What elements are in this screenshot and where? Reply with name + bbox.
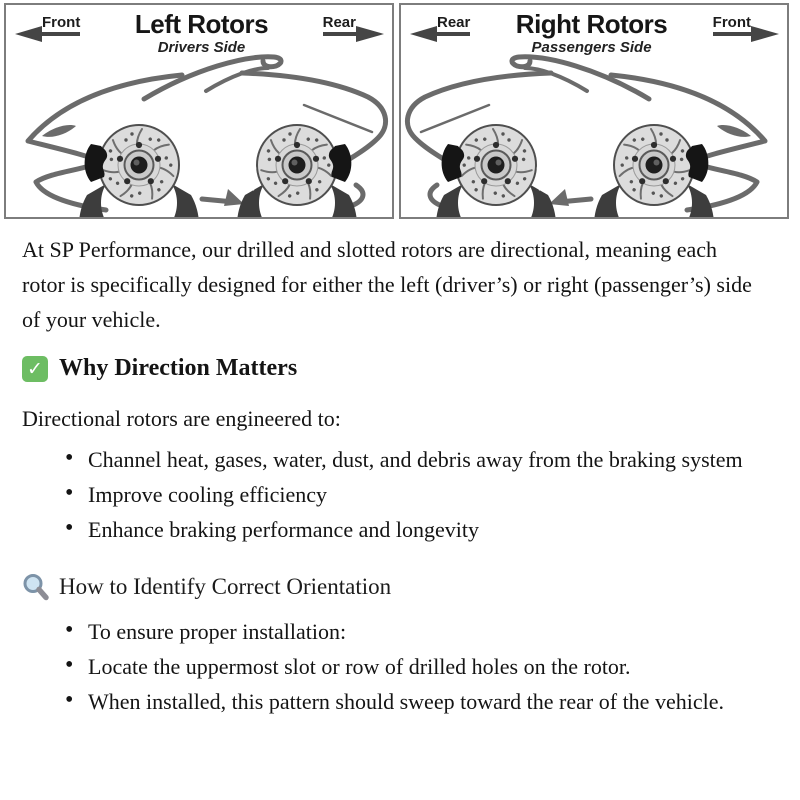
check-mark-icon: ✓ [22,356,48,382]
article-body [0,232,800,719]
dir-text: Rear [322,14,356,31]
why-direction-heading [22,355,760,382]
left-rotors-panel [4,3,394,219]
svg-text:Rotation: Rotation [595,117,627,170]
right-arrow-icon [751,26,779,42]
rear-arrow-label [437,15,470,36]
list-item: • Locate the uppermost slot or row of drilled holes on the rotor. [88,649,748,684]
svg-text:Rotation: Rotation [487,106,541,135]
panel-subtitle: Passengers Side [531,39,652,57]
rear-arrow-label [323,15,356,36]
dir-text: Front [42,14,81,31]
panel-subtitle: Drivers Side [157,39,246,57]
front-arrow-label [713,15,751,36]
orientation-list [22,614,760,719]
dir-text: Rear [437,14,471,31]
intro-paragraph: At SP Performance, our drilled and slotted rotors are directional, meaning each rotor is specifically designed for either the left (driver’s) or right (passenger’s) side of your vehicle. [22,237,752,332]
svg-text:Rotation: Rotation [242,107,289,149]
heading-text: Why Direction Matters [59,355,298,381]
right-arrow-icon [356,26,384,42]
list-item: • When installed, this pattern should sweep toward the rear of the vehicle. [88,684,748,719]
why-lead-text: Directional rotors are engineered to: [22,406,341,431]
identify-orientation-heading [22,573,760,601]
panel-title: Left Rotors [134,9,269,39]
magnifying-glass-icon [22,573,50,601]
list-item: • Improve cooling efficiency [88,477,748,512]
svg-text:Rotation: Rotation [151,108,196,153]
heading-text: How to Identify Correct Orientation [59,574,392,599]
left-arrow-icon [410,26,437,42]
list-item: • Channel heat, gases, water, dust, and debris away from the braking system [88,442,748,477]
list-item: • To ensure proper installation: [88,614,748,649]
left-arrow-icon [15,26,42,42]
rotor-direction-diagram [0,0,800,219]
front-arrow-label [42,15,80,36]
list-item: • Enhance braking performance and longevity [88,512,748,547]
benefits-list [22,442,760,547]
panel-title: Right Rotors [515,9,668,39]
dir-text: Front [712,14,751,31]
right-rotors-panel [399,3,789,219]
